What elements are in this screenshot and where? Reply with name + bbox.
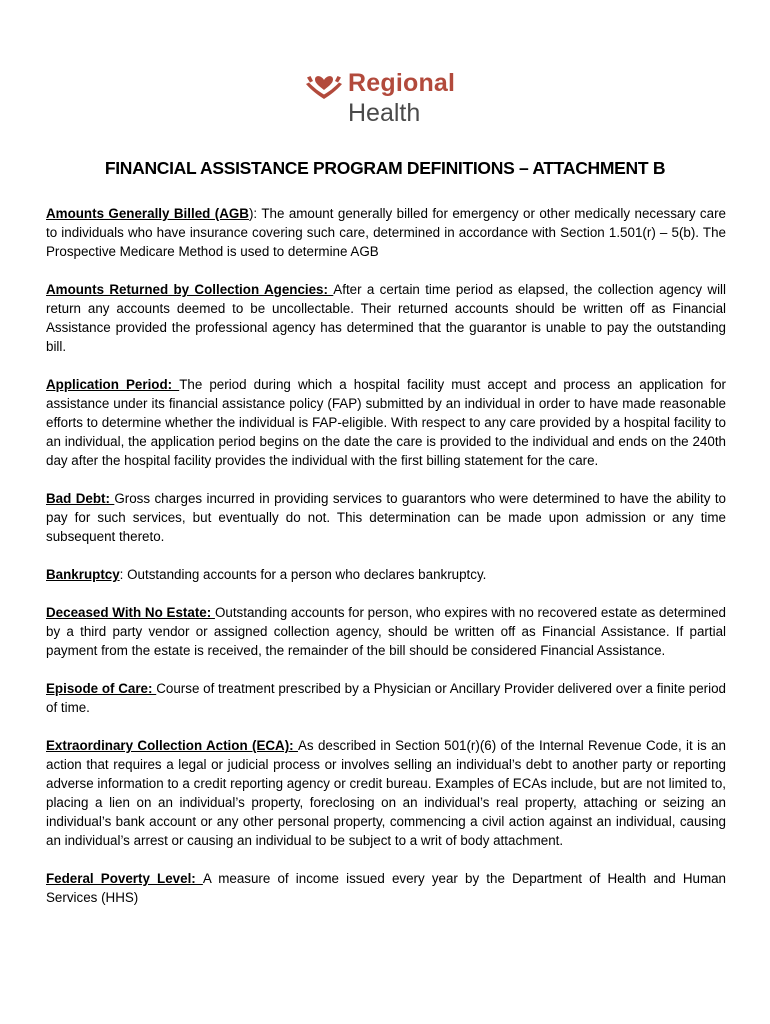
logo-wordmark-health: Health — [348, 99, 421, 127]
definition-term: Bankruptcy — [46, 567, 120, 582]
definition-text: The period during which a hospital facility must accept and process an application for assistance under its financial assistance policy (FAP) submitted by an individual in order to have made reasonable efforts to determine whether the individual is FAP-eligible. With respect to any care provided by a hospital facility to an individual, the application period begins on the date the care is provided to the individual and ends on the 240th day after the hospital facility provides the individual with the first billing statement for the care. — [46, 377, 726, 468]
definition-eca — [46, 736, 726, 850]
regional-health-logo — [304, 66, 464, 130]
definition-term: Amounts Generally Billed (AGB — [46, 206, 249, 221]
definition-deceased-no-estate — [46, 603, 726, 660]
definition-text: Outstanding accounts for a person who declares bankruptcy. — [127, 567, 487, 582]
definition-text: The amount generally billed for emergency or other medically necessary care to individuals who have insurance covering such care, determined in accordance with Section 1.501(r) – 5(b). The Prospective Medicare Method is used to determine AGB — [46, 206, 726, 259]
definition-application-period — [46, 375, 726, 470]
definition-separator: : — [119, 567, 128, 582]
definition-bad-debt — [46, 489, 726, 546]
definition-term: Extraordinary Collection Action (ECA): — [46, 738, 298, 753]
definition-text: Outstanding accounts for person, who expires with no recovered estate as determined by a third party vendor or assigned collection agency, should be written off as Financial Assistance. If partial payment from the estate is received, the remainder of the bill should be considered Financial Assistance. — [46, 605, 726, 658]
definition-amounts-returned — [46, 280, 726, 356]
definition-text: As described in Section 501(r)(6) of the Internal Revenue Code, it is an action that requires a legal or judicial process or involves selling an individual’s debt to another party or reporting adverse information to a credit reporting agency or credit bureau. Examples of ECAs include, but are not limited to, placing a lien on an individual’s property, foreclosing on an individual’s real property, attaching or seizing an individual’s bank account or any other personal property, commencing a civil action against an individual, causing an individual’s arrest or causing an individual to be subject to a writ of body attachment. — [46, 738, 726, 848]
hands-heart-icon — [304, 68, 344, 102]
definition-text: Gross charges incurred in providing services to guarantors who were determined to have the ability to pay for such services, but eventually do not. This determination can be made upon admission or any time subsequent thereto. — [46, 491, 726, 544]
definition-term: Bad Debt: — [46, 491, 115, 506]
definition-term: Amounts Returned by Collection Agencies: — [46, 282, 334, 297]
definition-separator: ): — [248, 206, 262, 221]
definition-term: Federal Poverty Level: — [46, 871, 203, 886]
document-title: FINANCIAL ASSISTANCE PROGRAM DEFINITIONS – ATTACHMENT B — [104, 158, 666, 178]
definition-text: A measure of income issued every year by the Department of Health and Human Services (HHS) — [46, 871, 726, 905]
definition-term: Application Period: — [46, 377, 180, 392]
definition-federal-poverty-level — [46, 869, 726, 907]
definition-bankruptcy — [46, 565, 726, 584]
definition-text: Course of treatment prescribed by a Physician or Ancillary Provider delivered over a finite period of time. — [46, 681, 726, 715]
definitions-list — [46, 204, 726, 926]
definition-text: After a certain time period as elapsed, the collection agency will return any accounts deemed to be uncollectable. Their returned accounts should be written off as Financial Assistance provided the professional agency has determined that the guarantor is unable to pay the outstanding bill. — [46, 282, 727, 354]
definition-agb — [46, 204, 726, 261]
definition-term: Episode of Care: — [46, 681, 157, 696]
definition-episode-of-care — [46, 679, 726, 717]
definition-term: Deceased With No Estate: — [46, 605, 215, 620]
logo-wordmark-regional: Regional — [348, 69, 456, 97]
